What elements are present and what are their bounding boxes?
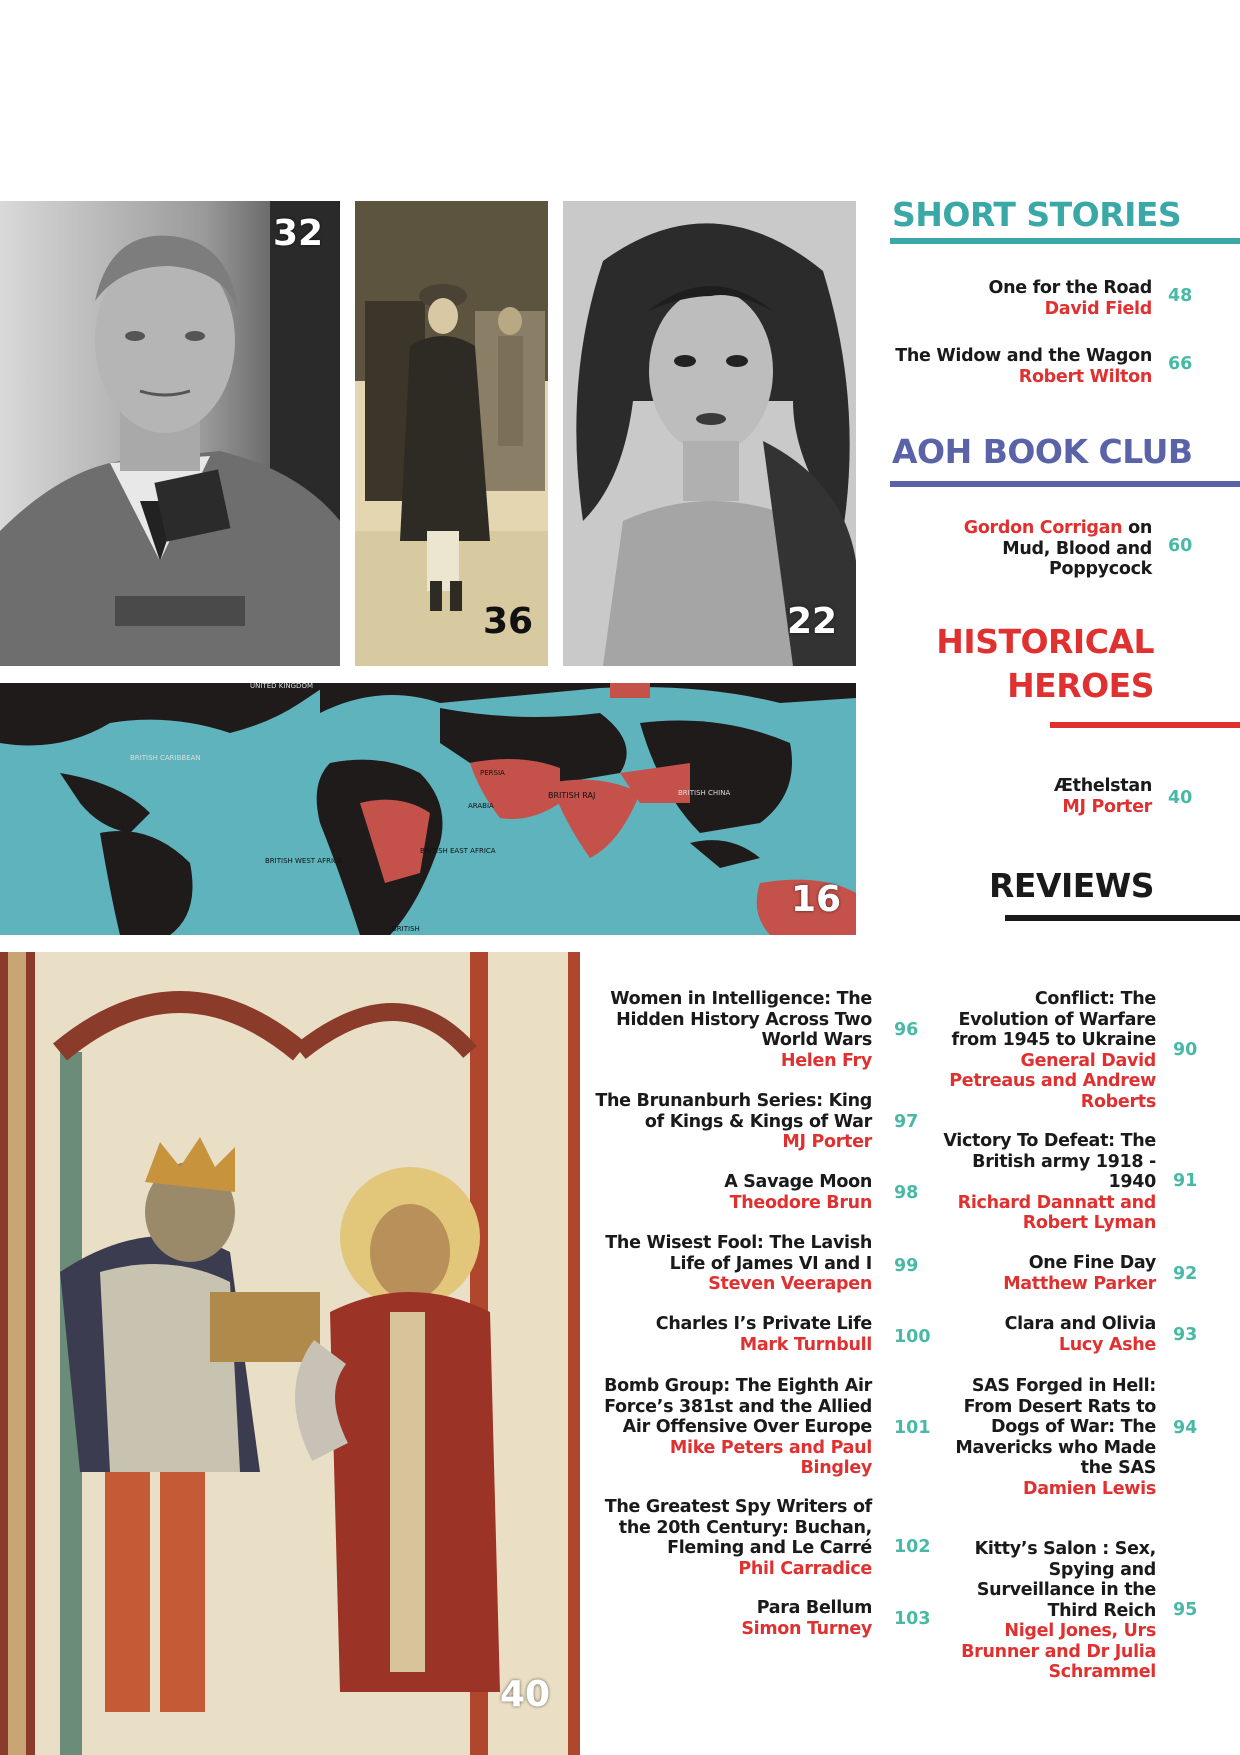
woman-walking-image xyxy=(355,201,548,666)
map-label: ARABIA xyxy=(468,802,494,810)
hero-entry[interactable] xyxy=(1054,776,1152,817)
review-entry[interactable] xyxy=(595,1091,872,1153)
photo-woman-portrait[interactable] xyxy=(563,201,856,666)
review-title-line: Para Bellum xyxy=(756,1598,872,1618)
review-title-line: Victory To Defeat: The xyxy=(943,1131,1156,1151)
page-number: 92 xyxy=(1173,1264,1198,1284)
empire-map-image xyxy=(0,683,856,935)
page-number-badge: 36 xyxy=(483,601,534,642)
section-title-heroes: HISTORICAL HEROES xyxy=(936,622,1154,705)
book-club-line3: Poppycock xyxy=(1048,559,1152,579)
medieval-illumination-image xyxy=(0,952,580,1755)
map-label: UNITED KINGDOM xyxy=(250,683,313,690)
story-title: One for the Road xyxy=(988,278,1152,298)
section-title-book-club: AOH BOOK CLUB xyxy=(892,432,1193,471)
review-entry[interactable] xyxy=(656,1314,872,1355)
review-author: Schrammel xyxy=(1048,1662,1156,1682)
story-entry[interactable] xyxy=(895,346,1152,387)
book-club-line2: Mud, Blood and xyxy=(1002,538,1152,559)
review-author: General David xyxy=(1020,1050,1156,1071)
book-club-author: Gordon Corrigan xyxy=(963,518,1123,538)
section-rule xyxy=(890,238,1240,244)
review-title-line: Mavericks who Made xyxy=(955,1437,1156,1458)
review-title-line: SAS Forged in Hell: xyxy=(971,1376,1156,1396)
review-author: Robert Lyman xyxy=(1022,1213,1156,1233)
review-title-line: The Brunanburh Series: King xyxy=(595,1091,872,1111)
review-title-line: The Wisest Fool: The Lavish xyxy=(605,1233,872,1253)
review-title-line: Dogs of War: The xyxy=(991,1417,1156,1437)
page-number: 93 xyxy=(1173,1325,1198,1345)
review-title-line: from 1945 to Ukraine xyxy=(951,1030,1156,1050)
review-author: Petreaus and Andrew xyxy=(949,1071,1156,1091)
review-title-line: From Desert Rats to xyxy=(963,1396,1156,1417)
page-number: 95 xyxy=(1173,1600,1198,1620)
photo-empire-map[interactable] xyxy=(0,683,856,935)
review-author: Roberts xyxy=(1080,1091,1156,1112)
map-label: PERSIA xyxy=(480,769,505,777)
review-entry[interactable] xyxy=(604,1376,872,1479)
section-rule xyxy=(890,481,1240,487)
review-author: Phil Carradice xyxy=(738,1558,872,1579)
review-author: Richard Dannatt and xyxy=(957,1192,1156,1213)
review-title-line: Force’s 381st and the Allied xyxy=(604,1396,872,1417)
book-club-entry[interactable] xyxy=(964,518,1152,580)
review-title-line: Conflict: The xyxy=(1034,989,1156,1009)
review-title-line: Surveillance in the xyxy=(976,1580,1156,1600)
review-title-line: Fleming and Le Carré xyxy=(667,1538,872,1558)
woman-portrait-image xyxy=(563,201,856,666)
review-entry[interactable] xyxy=(955,1376,1156,1499)
page-number: 91 xyxy=(1173,1171,1198,1191)
review-title-line: of Kings & Kings of War xyxy=(644,1111,872,1132)
review-title-line: Clara and Olivia xyxy=(1004,1314,1156,1334)
photo-medieval-illumination[interactable] xyxy=(0,952,580,1755)
page-number: 60 xyxy=(1168,536,1193,556)
page-number-badge: 32 xyxy=(273,213,324,254)
review-entry[interactable] xyxy=(605,1497,872,1579)
map-label: BRITISH xyxy=(392,925,420,933)
review-entry[interactable] xyxy=(949,989,1156,1112)
review-title-line: the 20th Century: Buchan, xyxy=(618,1517,872,1538)
page-number: 94 xyxy=(1173,1418,1198,1438)
review-title-line: the SAS xyxy=(1080,1458,1156,1478)
story-title: The Widow and the Wagon xyxy=(895,346,1152,366)
review-entry[interactable] xyxy=(741,1598,872,1639)
map-label: BRITISH CHINA xyxy=(678,789,731,797)
review-author: MJ Porter xyxy=(782,1132,872,1152)
review-title-line: A Savage Moon xyxy=(724,1172,872,1192)
review-author: Nigel Jones, Urs xyxy=(1004,1621,1156,1641)
page-number: 101 xyxy=(894,1418,931,1438)
page-number: 99 xyxy=(894,1256,919,1276)
page-number: 90 xyxy=(1173,1040,1198,1060)
page-number: 48 xyxy=(1168,286,1193,306)
page-number: 98 xyxy=(894,1183,919,1203)
page-number: 97 xyxy=(894,1112,919,1132)
book-club-line1: Gordon Corrigan on xyxy=(963,518,1152,538)
review-author: Theodore Brun xyxy=(729,1192,872,1213)
section-rule xyxy=(1050,722,1240,728)
review-title-line: One Fine Day xyxy=(1028,1253,1156,1273)
review-entry[interactable] xyxy=(961,1539,1156,1683)
hero-title: Æthelstan xyxy=(1053,776,1152,796)
page-number-badge: 40 xyxy=(500,1674,551,1715)
review-author: Damien Lewis xyxy=(1023,1478,1156,1499)
page-number-badge: 16 xyxy=(791,879,842,920)
review-author: Simon Turney xyxy=(741,1618,872,1639)
page-number: 96 xyxy=(894,1020,919,1040)
hero-author: MJ Porter xyxy=(1062,796,1152,817)
review-title-line: Spying and xyxy=(1048,1559,1156,1580)
story-author: David Field xyxy=(1044,298,1152,319)
map-label: BRITISH CARIBBEAN xyxy=(130,754,201,762)
review-title-line: Women in Intelligence: The xyxy=(610,989,872,1009)
review-author: Bingley xyxy=(800,1458,872,1478)
story-entry[interactable] xyxy=(989,278,1152,319)
review-title-line: The Greatest Spy Writers of xyxy=(604,1497,872,1517)
page-number: 103 xyxy=(894,1609,931,1629)
map-label: BRITISH WEST AFRICA xyxy=(265,857,343,865)
section-title-short-stories: SHORT STORIES xyxy=(892,195,1182,234)
review-author: Brunner and Dr Julia xyxy=(961,1641,1156,1662)
review-author: Mike Peters and Paul xyxy=(669,1437,872,1458)
review-author: Steven Veerapen xyxy=(708,1274,872,1294)
review-title-line: Air Offensive Over Europe xyxy=(622,1417,872,1437)
review-title-line: Third Reich xyxy=(1047,1600,1156,1621)
page-number: 66 xyxy=(1168,354,1193,374)
review-entry[interactable] xyxy=(1005,1314,1156,1355)
review-title-line: Hidden History Across Two xyxy=(616,1009,872,1030)
review-entry[interactable] xyxy=(1003,1253,1156,1294)
review-title-line: World Wars xyxy=(761,1030,872,1050)
section-title-reviews: REVIEWS xyxy=(989,866,1154,905)
review-author: Lucy Ashe xyxy=(1058,1334,1156,1355)
review-entry[interactable] xyxy=(943,1131,1156,1234)
review-author: Helen Fry xyxy=(780,1050,872,1071)
review-title-line: Charles I’s Private Life xyxy=(655,1314,872,1334)
page-number-badge: 22 xyxy=(787,601,838,642)
review-author: Mark Turnbull xyxy=(739,1334,872,1355)
section-rule xyxy=(1005,915,1240,921)
photo-officer-portrait[interactable] xyxy=(0,201,340,666)
map-label: BRITISH EAST AFRICA xyxy=(420,847,496,855)
review-title-line: British army 1918 - xyxy=(972,1151,1156,1172)
review-entry[interactable] xyxy=(610,989,872,1071)
story-author: Robert Wilton xyxy=(1018,366,1152,387)
review-author: Matthew Parker xyxy=(1003,1273,1156,1294)
review-entry[interactable] xyxy=(605,1233,872,1295)
page-number: 40 xyxy=(1168,788,1193,808)
review-title-line: Life of James VI and I xyxy=(669,1253,872,1274)
review-title-line: 1940 xyxy=(1108,1172,1156,1192)
review-title-line: Bomb Group: The Eighth Air xyxy=(604,1376,872,1396)
officer-portrait-image xyxy=(0,201,340,666)
review-title-line: Kitty’s Salon : Sex, xyxy=(974,1539,1156,1559)
page-number: 102 xyxy=(894,1537,931,1557)
page-number: 100 xyxy=(894,1327,931,1347)
review-title-line: Evolution of Warfare xyxy=(958,1009,1156,1030)
map-label: BRITISH RAJ xyxy=(548,791,596,800)
review-entry[interactable] xyxy=(724,1172,872,1213)
photo-woman-walking[interactable] xyxy=(355,201,548,666)
